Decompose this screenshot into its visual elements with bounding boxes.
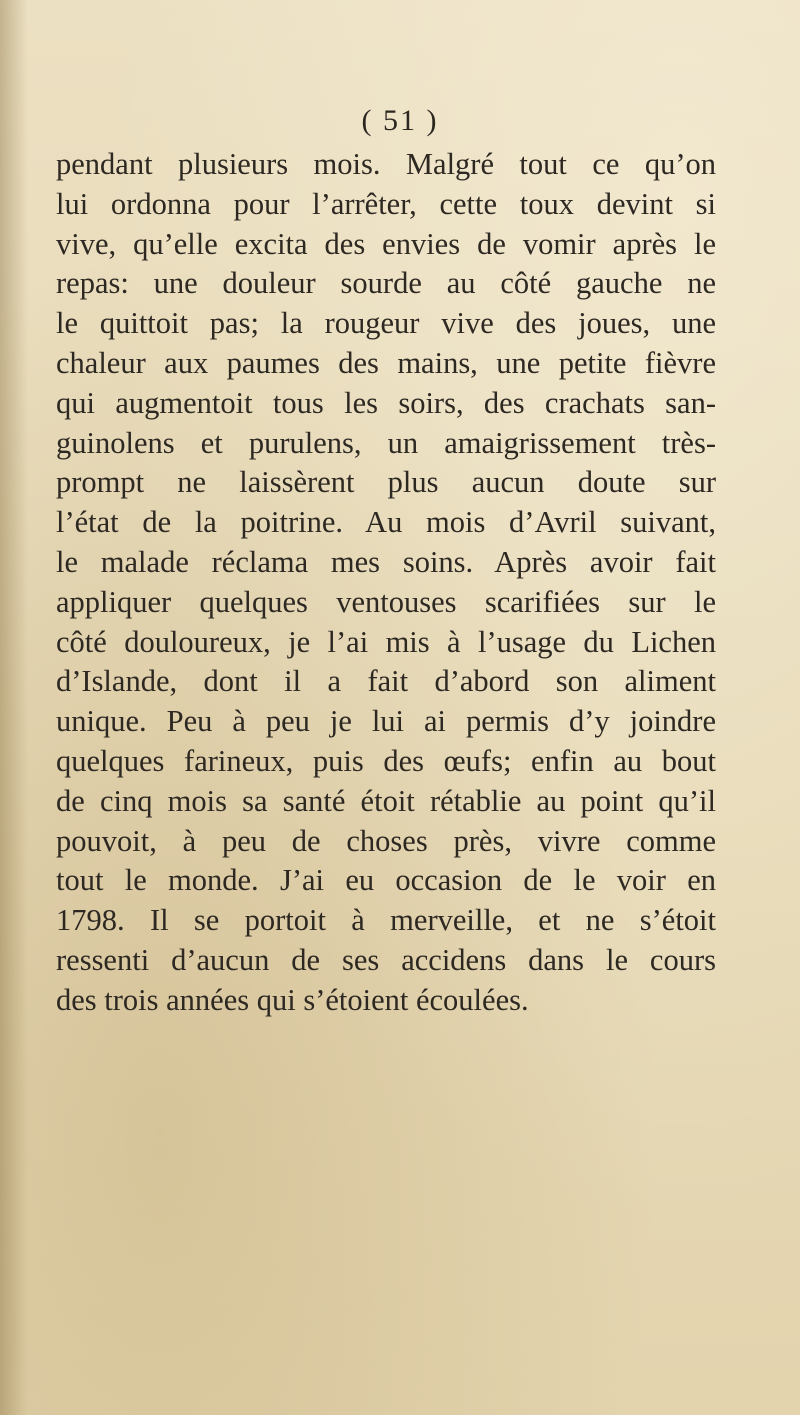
text-line: de cinq mois sa santé étoit rétablie au point qu’il: [56, 783, 716, 818]
text-line: le quittoit pas; la rougeur vive des joues, une: [56, 306, 716, 341]
body-text: [56, 145, 716, 1021]
page-number: ( 51 ): [361, 104, 439, 137]
page-edge-shadow: [0, 0, 28, 1415]
text-line: unique. Peu à peu je lui ai permis d’y joindre: [56, 704, 716, 739]
text-line: des trois années qui s’étoient écoulées.: [56, 982, 529, 1017]
text-line: prompt ne laissèrent plus aucun doute sur: [56, 465, 716, 500]
text-line: guinolens et purulens, un amaigrissement très-: [56, 425, 716, 460]
text-line: quelques farineux, puis des œufs; enfin au bout: [56, 743, 716, 778]
text-line: 1798. Il se portoit à merveille, et ne s’étoit: [56, 903, 716, 938]
text-line: côté douloureux, je l’ai mis à l’usage du Lichen: [56, 624, 716, 659]
text-line: vive, qu’elle excita des envies de vomir après le: [56, 226, 716, 261]
text-line: pendant plusieurs mois. Malgré tout ce qu’on: [56, 147, 716, 181]
text-line: chaleur aux paumes des mains, une petite fièvre: [56, 345, 716, 380]
text-line: pouvoit, à peu de choses près, vivre comme: [56, 823, 716, 858]
text-line: lui ordonna pour l’arrêter, cette toux devint si: [56, 186, 716, 221]
text-line: repas: une douleur sourde au côté gauche ne: [56, 266, 716, 301]
text-line: appliquer quelques ventouses scarifiées sur le: [56, 584, 716, 619]
text-line: tout le monde. J’ai eu occasion de le voir en: [56, 863, 716, 898]
text-line: ressenti d’aucun de ses accidens dans le cours: [56, 942, 716, 977]
text-line: qui augmentoit tous les soirs, des crachats san-: [56, 385, 716, 420]
text-line: le malade réclama mes soins. Après avoir fait: [56, 544, 716, 579]
text-line: l’état de la poitrine. Au mois d’Avril suivant,: [56, 505, 716, 540]
text-line: d’Islande, dont il a fait d’abord son aliment: [56, 664, 716, 699]
